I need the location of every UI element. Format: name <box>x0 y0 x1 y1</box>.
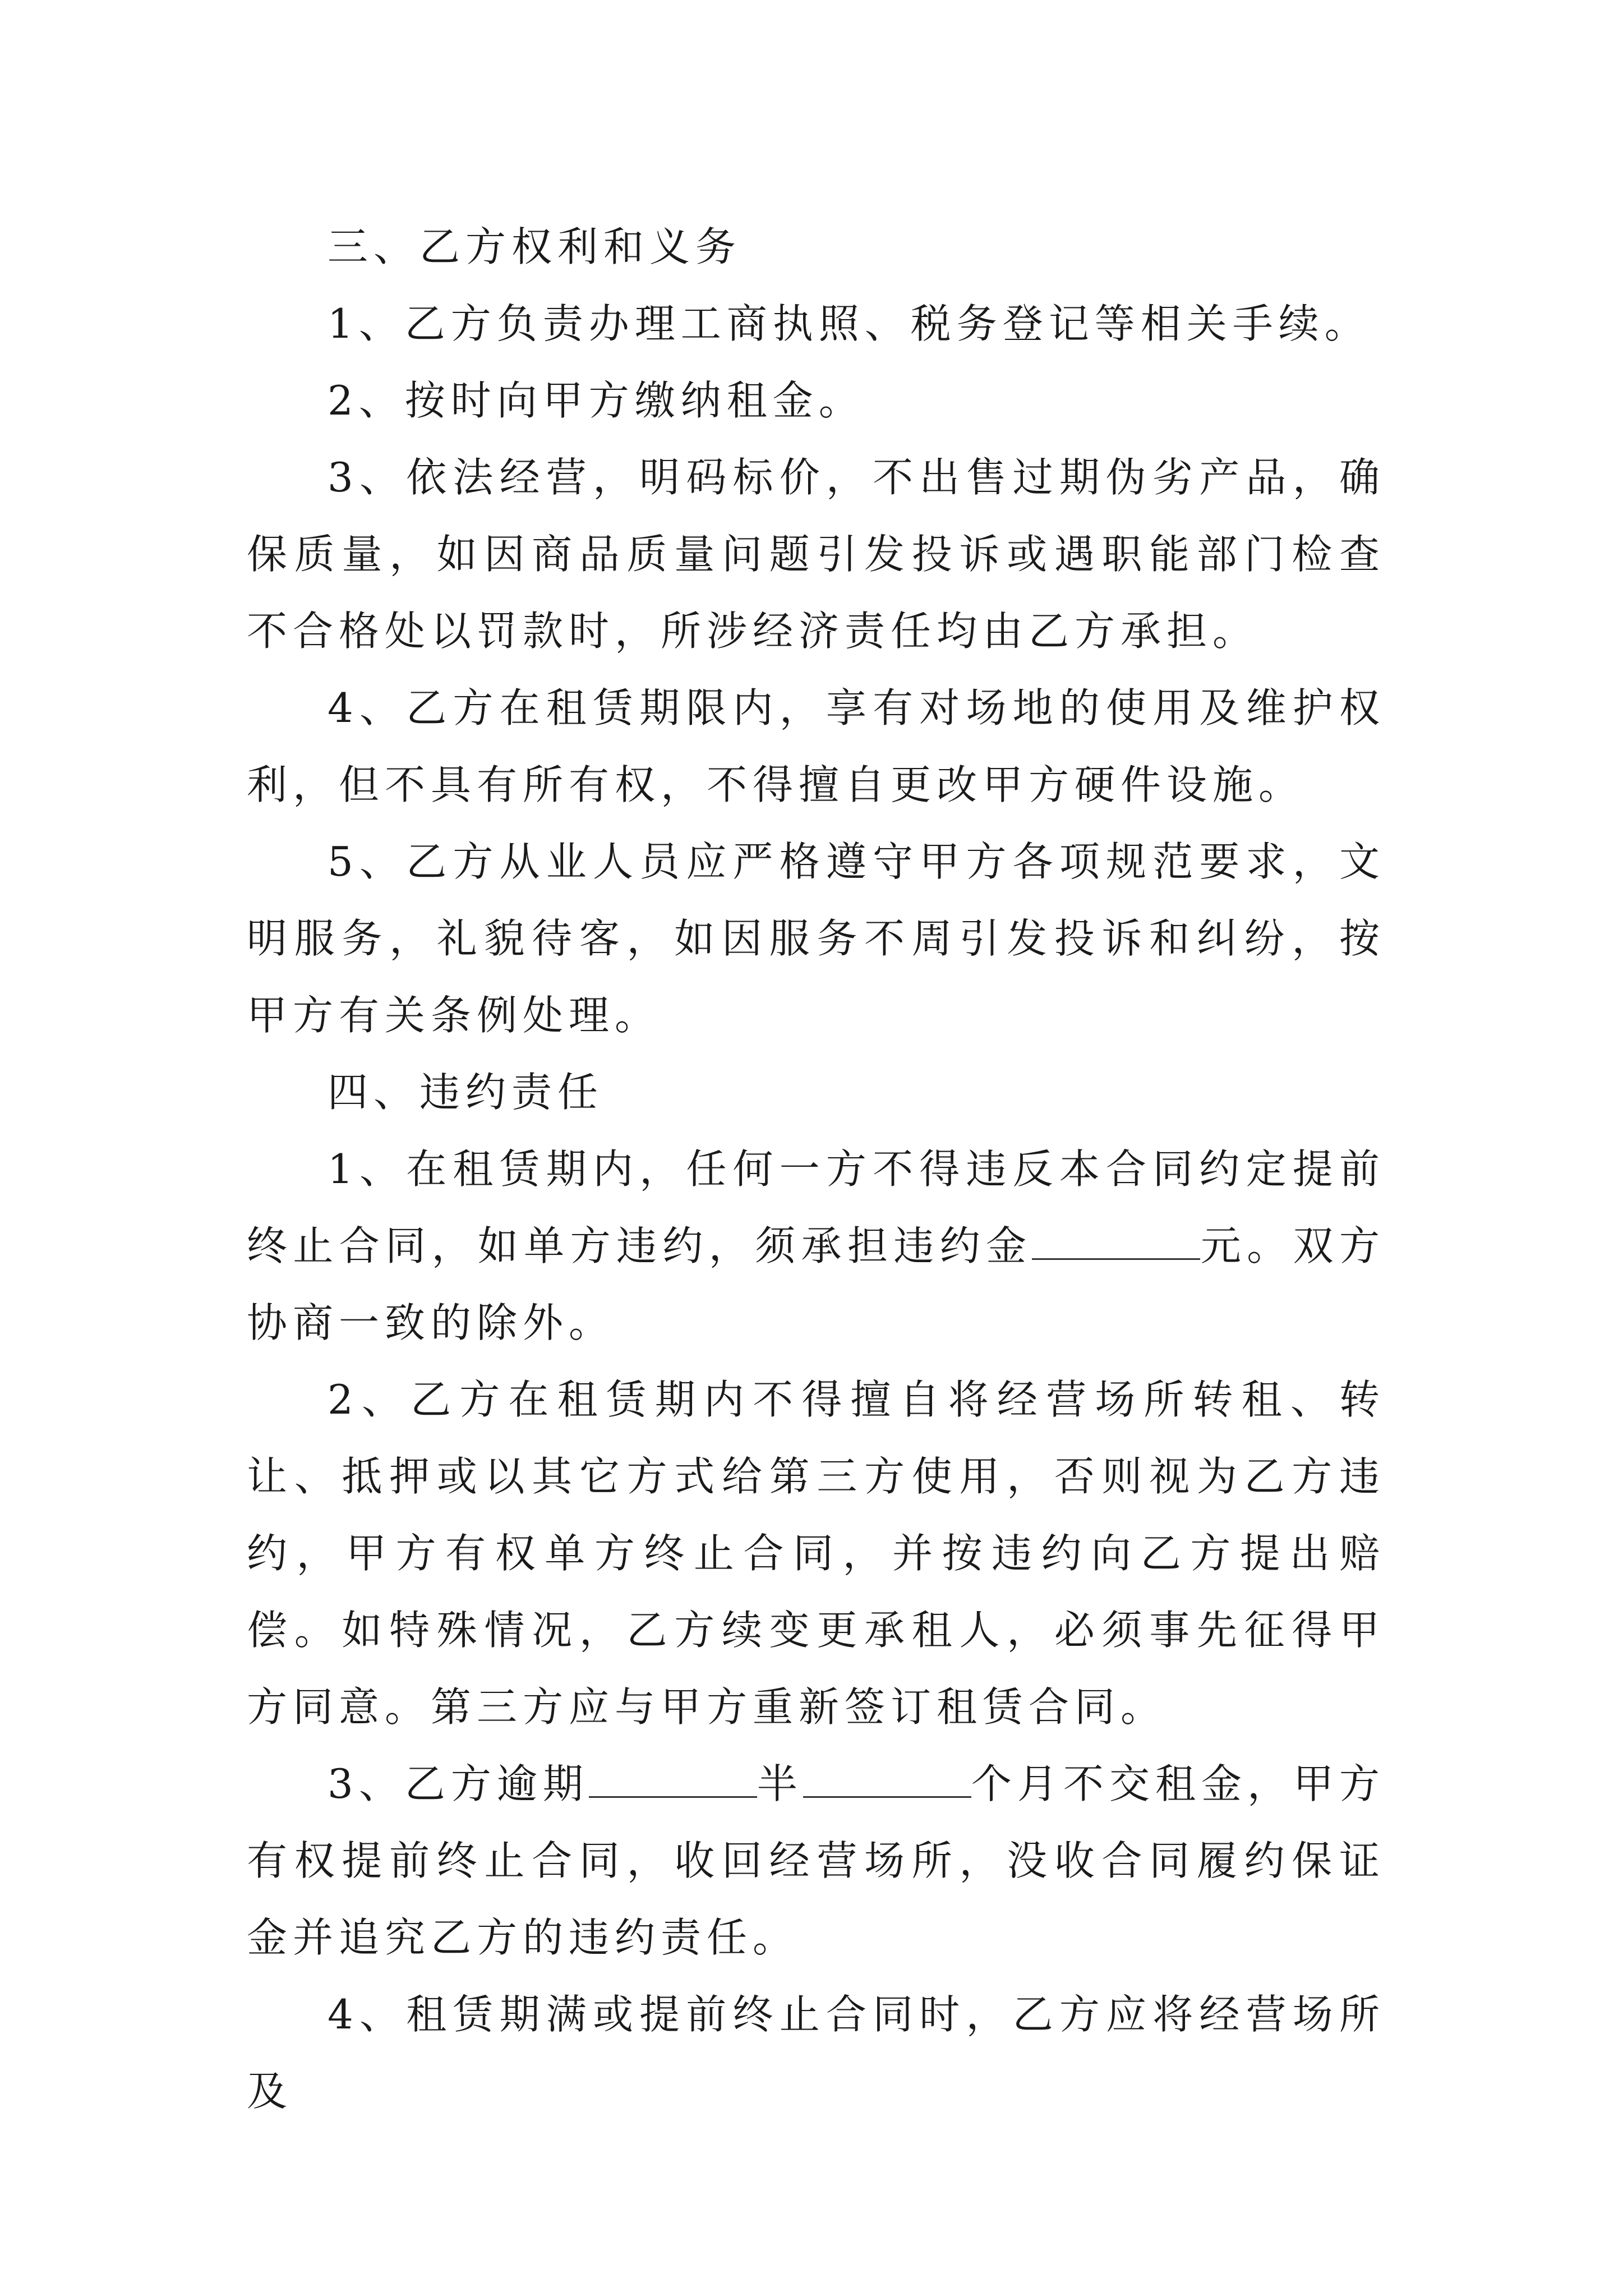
clause-4-1 <box>247 1131 1385 1361</box>
clause-4-4: 4、租赁期满或提前终止合同时，乙方应将经营场所及 <box>247 1991 1385 2115</box>
clause-4-2: 2、乙方在租赁期内不得擅自将经营场所转租、转让、抵押或以其它方式给第三方使用，否则视为乙方违约，甲方有权单方终止合同，并按违约向乙方提出赔偿。如特殊情况，乙方续变更承租人，必须事先征得甲方同意。第三方应与甲方重新签订租赁合同。 <box>247 1376 1385 1731</box>
clause-3-3: 3、依法经营，明码标价，不出售过期伪劣产品，确保质量，如因商品质量问题引发投诉或遇职能部门检查不合格处以罚款时，所涉经济责任均由乙方承担。 <box>247 454 1385 655</box>
section-heading-rights-obligations: 三、乙方权利和义务 <box>328 223 742 270</box>
clause-4-3-text-before: 3、乙方逾期 <box>328 1760 589 1807</box>
clause-4-1-text-before: 1、在租赁期内，任何一方不得违反本合同约定提前终止合同，如单方违约，须承担违约金 <box>247 1145 1385 1269</box>
clause-4-3-text-after: 个月不交租金，甲方有权提前终止合同，收回经营场所，没收合同履约保证金并追究乙方的违约责任。 <box>247 1760 1385 1961</box>
overdue-period-blank-2 <box>803 1763 971 1798</box>
overdue-period-blank-1 <box>589 1763 757 1798</box>
clause-4-1-text-after: 元。双方协商一致的除外。 <box>247 1222 1385 1346</box>
clause-3-1: 1、乙方负责办理工商执照、税务登记等相关手续。 <box>328 300 1371 347</box>
clause-3-5: 5、乙方从业人员应严格遵守甲方各项规范要求，文明服务，礼貌待客，如因服务不周引发投诉和纠纷，按甲方有关条例处理。 <box>247 838 1385 1039</box>
clause-3-2: 2、按时向甲方缴纳租金。 <box>328 377 865 424</box>
clause-3-4: 4、乙方在租赁期限内，享有对场地的使用及维护权利，但不具有所有权，不得擅自更改甲方硬件设施。 <box>247 684 1385 808</box>
clause-4-3 <box>247 1746 1385 1976</box>
section-heading-liability: 四、违约责任 <box>328 1069 604 1116</box>
penalty-amount-blank <box>1032 1225 1200 1260</box>
clause-4-3-text-middle: 半 <box>757 1760 803 1807</box>
contract-body <box>247 209 1385 2130</box>
